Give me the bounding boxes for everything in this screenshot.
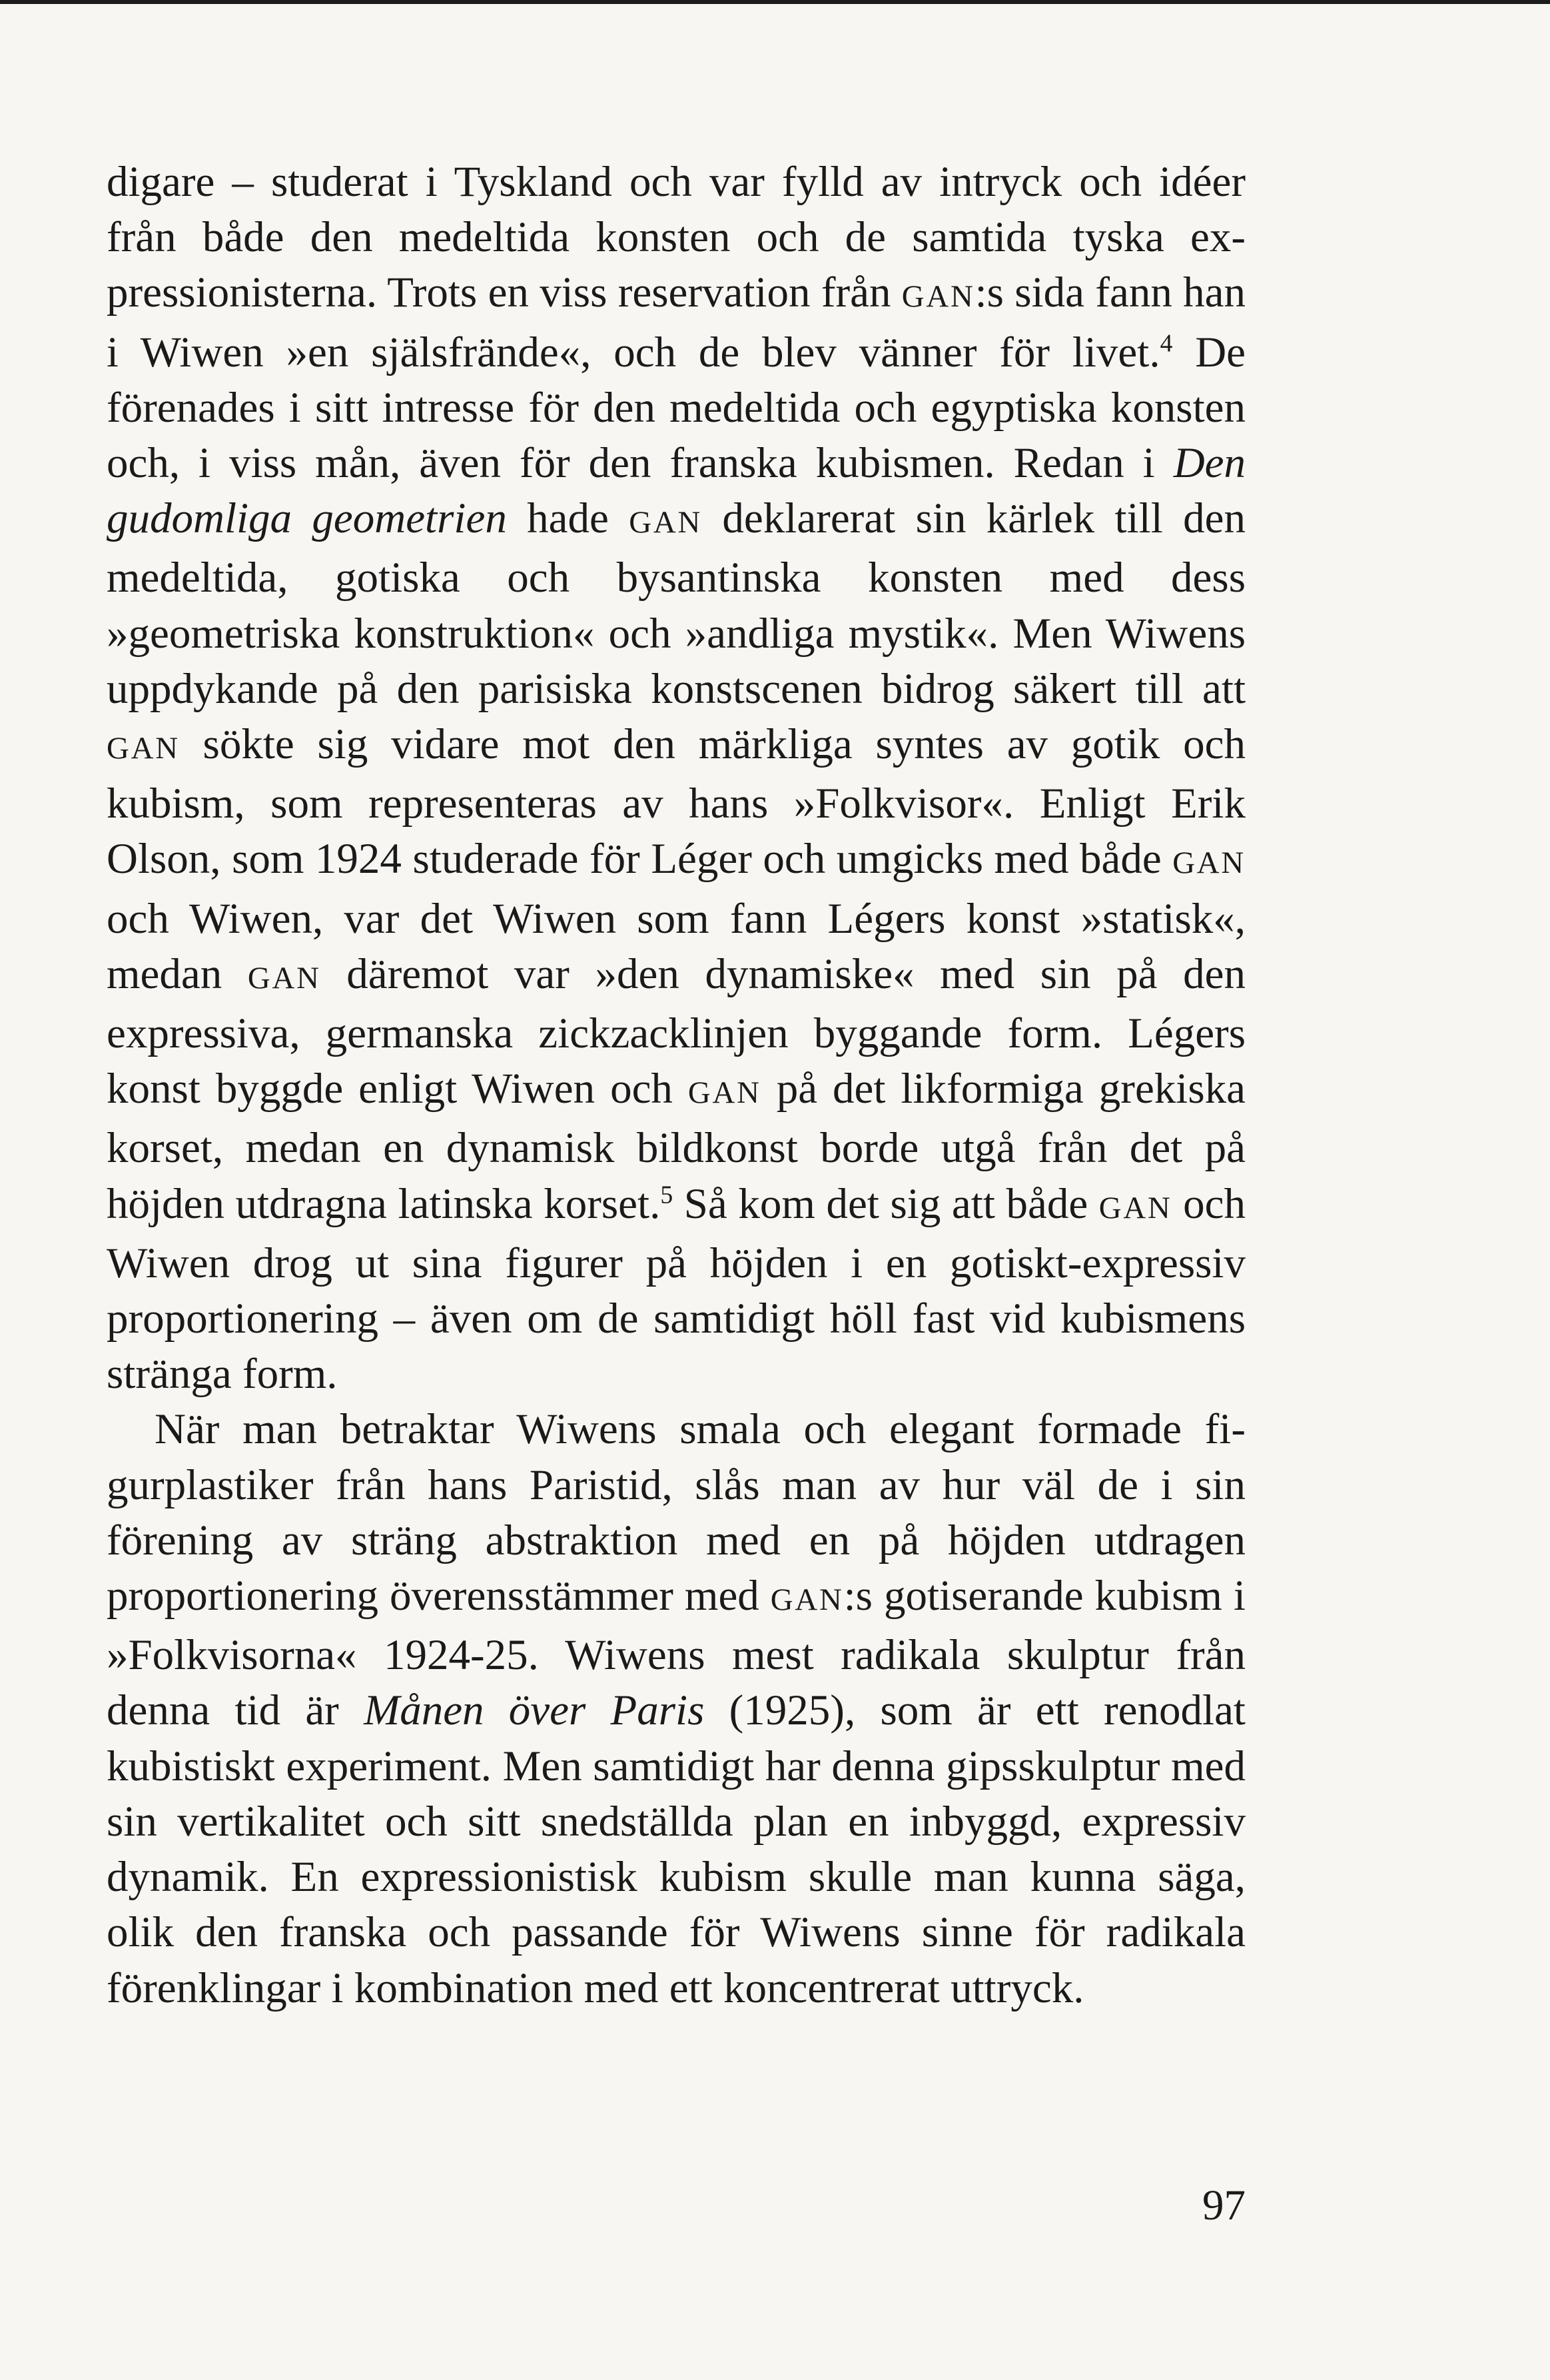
page-body [107, 155, 1246, 2016]
text-run: digare – studerat i Tyskland och var fylld av intryck och idéer från både den medeltida konsten och de samtida tyska expressionisterna. Trots en viss reservation från [107, 158, 1246, 317]
small-caps-abbrev: GAN [1098, 1190, 1172, 1225]
small-caps-abbrev: GAN [901, 279, 975, 314]
text-run: och Wiwen drog ut sina figurer på höjden i en gotiskt-expressiv proportionering – även om de samtidigt höll fast vid kubismens stränga form. [107, 1179, 1246, 1399]
small-caps-abbrev: GAN [687, 1075, 761, 1111]
text-run: och Wiwen, var det Wiwen som fann Légers konst »statisk«, medan [107, 894, 1246, 998]
paragraph-2 [107, 1402, 1246, 2016]
paragraph-1 [107, 155, 1246, 1402]
small-caps-abbrev: GAN [247, 960, 321, 995]
text-run: De förenades i sitt intresse för den medeltida och egyptiska konsten och, i viss mån, även för den franska kubismen. Redan i [107, 328, 1246, 488]
text-run: :s sida fann han i Wiwen »en själsfrände«, och de blev vänner för livet. [107, 269, 1246, 376]
text-run: :s gotiserande kubism i »Folkvisorna« 1924-25. Wiwens mest radikala skulptur från denna tid är [107, 1572, 1246, 1735]
scan-top-edge [0, 0, 1550, 4]
small-caps-abbrev: GAN [107, 731, 180, 766]
text-run: När man betraktar Wiwens smala och elegant formade figurplastiker från hans Paristid, slås man av hur väl de i sin förening av sträng abstraktion med en på höjden utdragen proportionering överensstämmer med [107, 1405, 1246, 1620]
small-caps-abbrev: GAN [770, 1582, 844, 1618]
italic-title: Månen över Paris [364, 1686, 705, 1735]
text-run: däremot var »den dynamiske« med sin på den expressiva, germanska zickzacklinjen byggande form. Légers konst byggde enligt Wiwen och [107, 949, 1246, 1113]
text-run: Så kom det sig att både [673, 1179, 1099, 1228]
small-caps-abbrev: GAN [1172, 846, 1246, 881]
italic-title: Den gudomliga geometrien [107, 439, 1246, 543]
text-run: på det likformiga grekiska korset, medan en dynamisk bildkonst borde utgå från det på höjden utdragna latinska korset. [107, 1065, 1246, 1228]
text-run: (1925), som är ett renodlat kubistiskt experiment. Men samtidigt har denna gipsskulptur med sin vertikalitet och sitt snedställda plan en inbyggd, expressiv dynamik. En expressionistisk kubism skulle man kunna säga, olik den franska och passande för Wiwens sinne för radikala förenklingar i kombination med ett koncentrerat uttryck. [107, 1686, 1246, 2012]
footnote-ref: 5 [660, 1181, 673, 1209]
small-caps-abbrev: GAN [629, 505, 703, 540]
footnote-ref: 4 [1160, 328, 1173, 357]
text-run: deklarerat sin kärlek till den medeltida, gotiska och bysantinska konsten med dess »geometriska konstruktion« och »andliga mystik«. Men Wiwens uppdykande på den parisiska konstscenen bidrog säkert till att [107, 494, 1246, 713]
text-run: hade [506, 494, 629, 543]
page-number: 97 [1202, 2181, 1246, 2229]
text-run: sökte sig vidare mot den märkliga syntes av gotik och kubism, som representeras av hans »Folkvisor«. Enligt Erik Olson, som 1924 studerade för Léger och umgicks med både [107, 720, 1246, 884]
